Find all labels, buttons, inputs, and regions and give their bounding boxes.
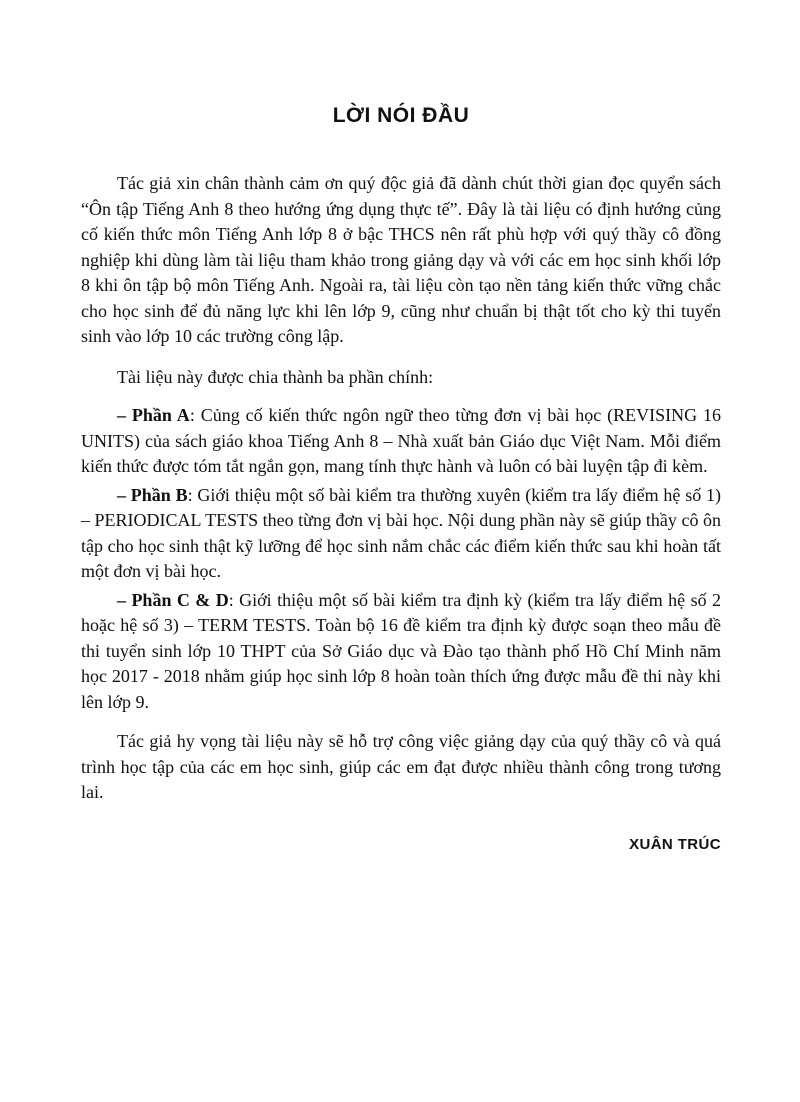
part-a-dash: – xyxy=(117,405,132,425)
part-b-dash: – xyxy=(117,484,131,505)
part-cd-label: Phần C & D xyxy=(131,589,229,610)
structure-paragraph: Tài liệu này được chia thành ba phần chính: xyxy=(117,366,434,387)
part-b-label: Phần B xyxy=(130,484,188,505)
part-a-label: Phần A xyxy=(131,405,190,425)
part-cd-dash: – xyxy=(117,589,132,610)
intro-paragraph: Tác giả xin chân thành cảm ơn quý độc giả đã dành chút thời gian đọc quyển sách “Ôn tập Tiếng Anh 8 theo hướng ứng dụng thực tế”. Đây là tài liệu có định hướng củng cố kiến thức môn Tiếng Anh lớp 8 ở bậc THCS nên rất phù hợp với quý thầy cô đồng nghiệp khi dùng làm tài liệu tham khảo trong giảng dạy và với các em học sinh khối lớp 8 khi ôn tập bộ môn Tiếng Anh. Ngoài ra, tài liệu còn tạo nền tảng kiến thức vững chắc cho học sinh để đủ năng lực khi lên lớp 9, cũng như chuẩn bị thật tốt cho kỳ thi tuyển sinh vào lớp 10 các trường công lập. xyxy=(81,173,721,346)
author-signature: XUÂN TRÚC xyxy=(629,835,721,853)
part-a-paragraph xyxy=(81,403,721,480)
part-b-paragraph xyxy=(81,483,721,585)
part-b-text: : Giới thiệu một số bài kiểm tra thường xuyên (kiểm tra lấy điểm hệ số 1) – PERIODICAL TESTS theo từng đơn vị bài học. Nội dung phần này sẽ giúp thầy cô ôn tập cho học sinh thật kỹ lưỡng để học sinh nắm chắc các điểm kiến thức sau khi hoàn tất một đơn vị bài học. xyxy=(81,484,721,581)
document-page xyxy=(81,0,721,855)
part-cd-paragraph xyxy=(81,588,721,716)
page-title: LỜI NÓI ĐẦU xyxy=(332,104,470,127)
closing-paragraph: Tác giả hy vọng tài liệu này sẽ hỗ trợ công việc giảng dạy của quý thầy cô và quá trình học tập của các em học sinh, giúp các em đạt được nhiều thành công trong tương lai. xyxy=(81,731,721,802)
part-a-text: : Củng cố kiến thức ngôn ngữ theo từng đơn vị bài học (REVISING 16 UNITS) của sách giáo khoa Tiếng Anh 8 – Nhà xuất bản Giáo dục Việt Nam. Mỗi điểm kiến thức được tóm tắt ngắn gọn, mang tính thực hành và luôn có bài luyện tập đi kèm. xyxy=(81,405,721,476)
part-cd-text: : Giới thiệu một số bài kiểm tra định kỳ (kiểm tra lấy điểm hệ số 2 hoặc hệ số 3) – TERM TESTS. Toàn bộ 16 đề kiểm tra định kỳ được soạn theo mẫu đề thi tuyển sinh lớp 10 THPT của Sở Giáo dục và Đào tạo thành phố Hồ Chí Minh năm học 2017 - 2018 nhằm giúp học sinh lớp 8 hoàn toàn thích ứng được mẫu đề thi này khi lên lớp 9. xyxy=(81,589,722,712)
